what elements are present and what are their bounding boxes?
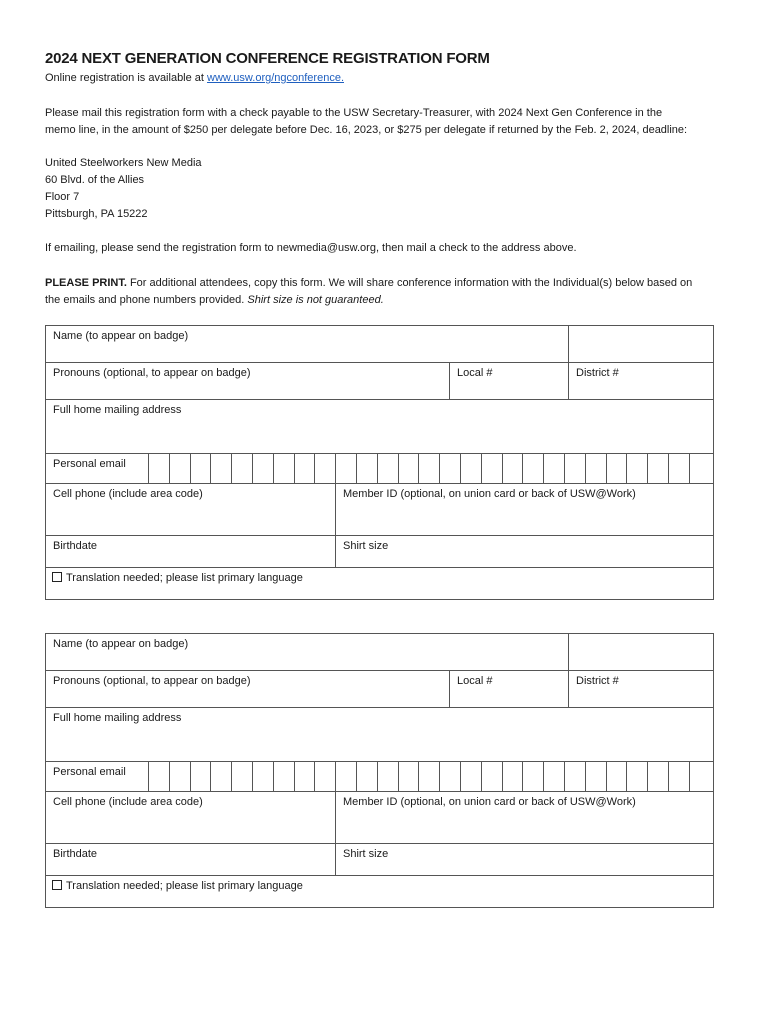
page-title: 2024 NEXT GENERATION CONFERENCE REGISTRATION FORM (45, 50, 490, 67)
email-character-boxes (46, 762, 713, 791)
email-character-box[interactable] (190, 762, 211, 791)
email-character-boxes (46, 454, 713, 483)
birthdate-field[interactable] (46, 844, 336, 876)
member-id-field[interactable] (336, 484, 713, 536)
email-character-box[interactable] (148, 454, 169, 483)
address-label: Full home mailing address (53, 712, 182, 724)
name-label: Name (to appear on badge) (53, 638, 189, 650)
email-character-box[interactable] (606, 454, 627, 483)
district-field[interactable] (569, 363, 713, 400)
email-character-box[interactable] (418, 762, 439, 791)
email-character-box[interactable] (398, 762, 419, 791)
district-field[interactable] (569, 671, 713, 708)
email-character-box[interactable] (210, 454, 231, 483)
email-character-box[interactable] (668, 762, 689, 791)
name-field-extension[interactable] (569, 326, 713, 363)
email-character-box[interactable] (689, 454, 710, 483)
email-note: If emailing, please send the registration form to newmedia@usw.org, then mail a check to the address above. (45, 242, 577, 254)
email-character-box[interactable] (377, 762, 398, 791)
print-instructions-line-1 (45, 275, 692, 292)
email-character-box[interactable] (543, 454, 564, 483)
online-registration-line (45, 70, 344, 87)
name-label: Name (to appear on badge) (53, 330, 189, 342)
translation-field[interactable] (46, 568, 713, 599)
address-line: Floor 7 (45, 191, 80, 203)
member-id-label: Member ID (optional, on union card or back of USW@Work) (343, 796, 636, 808)
translation-checkbox[interactable] (52, 572, 62, 582)
member-id-label: Member ID (optional, on union card or back of USW@Work) (343, 488, 636, 500)
local-label: Local # (457, 675, 493, 687)
online-prefix: Online registration is available at (45, 72, 208, 84)
name-field[interactable] (46, 634, 569, 671)
shirt-size-label: Shirt size (343, 848, 389, 860)
email-character-box[interactable] (398, 454, 419, 483)
email-field[interactable] (46, 454, 713, 484)
print-instructions-text-2: the emails and phone numbers provided. (45, 294, 248, 306)
translation-label: Translation needed; please list primary language (66, 572, 303, 584)
email-character-box[interactable] (273, 762, 294, 791)
shirt-size-note: Shirt size is not guaranteed. (247, 294, 384, 306)
address-field[interactable] (46, 400, 713, 454)
email-character-box[interactable] (543, 762, 564, 791)
cell-phone-field[interactable] (46, 484, 336, 536)
email-character-box[interactable] (210, 762, 231, 791)
email-character-box[interactable] (335, 454, 356, 483)
email-character-box[interactable] (689, 762, 710, 791)
district-label: District # (576, 367, 619, 379)
email-character-box[interactable] (377, 454, 398, 483)
local-field[interactable] (450, 671, 569, 708)
email-character-box[interactable] (647, 454, 668, 483)
email-character-box[interactable] (522, 454, 543, 483)
please-print-label: PLEASE PRINT. (45, 277, 127, 289)
email-character-box[interactable] (231, 762, 252, 791)
cell-phone-label: Cell phone (include area code) (53, 488, 203, 500)
email-character-box[interactable] (356, 762, 377, 791)
cell-phone-field[interactable] (46, 792, 336, 844)
email-character-box[interactable] (522, 762, 543, 791)
shirt-size-label: Shirt size (343, 540, 389, 552)
email-character-box[interactable] (314, 762, 335, 791)
email-character-box[interactable] (169, 762, 190, 791)
email-character-box[interactable] (460, 762, 481, 791)
attendee-form-2 (45, 633, 714, 908)
address-label: Full home mailing address (53, 404, 182, 416)
email-character-box[interactable] (626, 762, 647, 791)
name-field-extension[interactable] (569, 634, 713, 671)
shirt-size-field[interactable] (336, 536, 713, 568)
shirt-size-field[interactable] (336, 844, 713, 876)
email-character-box[interactable] (273, 454, 294, 483)
local-label: Local # (457, 367, 493, 379)
email-character-box[interactable] (585, 454, 606, 483)
email-character-box[interactable] (439, 762, 460, 791)
member-id-field[interactable] (336, 792, 713, 844)
translation-label: Translation needed; please list primary language (66, 880, 303, 892)
email-character-box[interactable] (335, 762, 356, 791)
email-character-box[interactable] (190, 454, 211, 483)
email-character-box[interactable] (481, 762, 502, 791)
birthdate-label: Birthdate (53, 848, 98, 860)
pronouns-label: Pronouns (optional, to appear on badge) (53, 675, 251, 687)
email-character-box[interactable] (169, 454, 190, 483)
email-field[interactable] (46, 762, 713, 792)
email-character-box[interactable] (647, 762, 668, 791)
online-registration-link[interactable]: www.usw.org/ngconference. (207, 72, 344, 84)
email-character-box[interactable] (294, 454, 315, 483)
pronouns-field[interactable] (46, 671, 450, 708)
email-character-box[interactable] (439, 454, 460, 483)
print-instructions-line-2 (45, 292, 384, 309)
address-line: United Steelworkers New Media (45, 157, 202, 169)
name-field[interactable] (46, 326, 569, 363)
email-character-box[interactable] (148, 762, 169, 791)
email-character-box[interactable] (252, 454, 273, 483)
address-line: Pittsburgh, PA 15222 (45, 208, 148, 220)
email-character-box[interactable] (502, 762, 523, 791)
mail-instructions-line-1: Please mail this registration form with a check payable to the USW Secretary-Treasurer, with 2024 Next Gen Conference in the (45, 107, 663, 119)
email-character-box[interactable] (626, 454, 647, 483)
email-character-box[interactable] (460, 454, 481, 483)
mail-instructions-line-2: memo line, in the amount of $250 per delegate before Dec. 16, 2023, or $275 per delegate if returned by the Feb. 2, 2024, deadline: (45, 124, 688, 136)
email-character-box[interactable] (606, 762, 627, 791)
email-character-box[interactable] (418, 454, 439, 483)
local-field[interactable] (450, 363, 569, 400)
email-character-box[interactable] (252, 762, 273, 791)
cell-phone-label: Cell phone (include area code) (53, 796, 203, 808)
pronouns-label: Pronouns (optional, to appear on badge) (53, 367, 251, 379)
print-instructions-text: For additional attendees, copy this form. We will share conference information with the Individual(s) below based on (126, 277, 693, 289)
email-character-box[interactable] (231, 454, 252, 483)
birthdate-label: Birthdate (53, 540, 98, 552)
district-label: District # (576, 675, 619, 687)
email-label: Personal email (53, 766, 126, 778)
email-character-box[interactable] (564, 454, 585, 483)
pronouns-field[interactable] (46, 363, 450, 400)
email-character-box[interactable] (314, 454, 335, 483)
address-field[interactable] (46, 708, 713, 762)
email-character-box[interactable] (502, 454, 523, 483)
email-character-box[interactable] (481, 454, 502, 483)
address-line: 60 Blvd. of the Allies (45, 174, 145, 186)
translation-checkbox[interactable] (52, 880, 62, 890)
email-character-box[interactable] (294, 762, 315, 791)
email-label: Personal email (53, 458, 126, 470)
email-character-box[interactable] (356, 454, 377, 483)
email-character-box[interactable] (668, 454, 689, 483)
email-character-box[interactable] (585, 762, 606, 791)
translation-field[interactable] (46, 876, 713, 907)
attendee-form-1 (45, 325, 714, 600)
birthdate-field[interactable] (46, 536, 336, 568)
email-character-box[interactable] (564, 762, 585, 791)
